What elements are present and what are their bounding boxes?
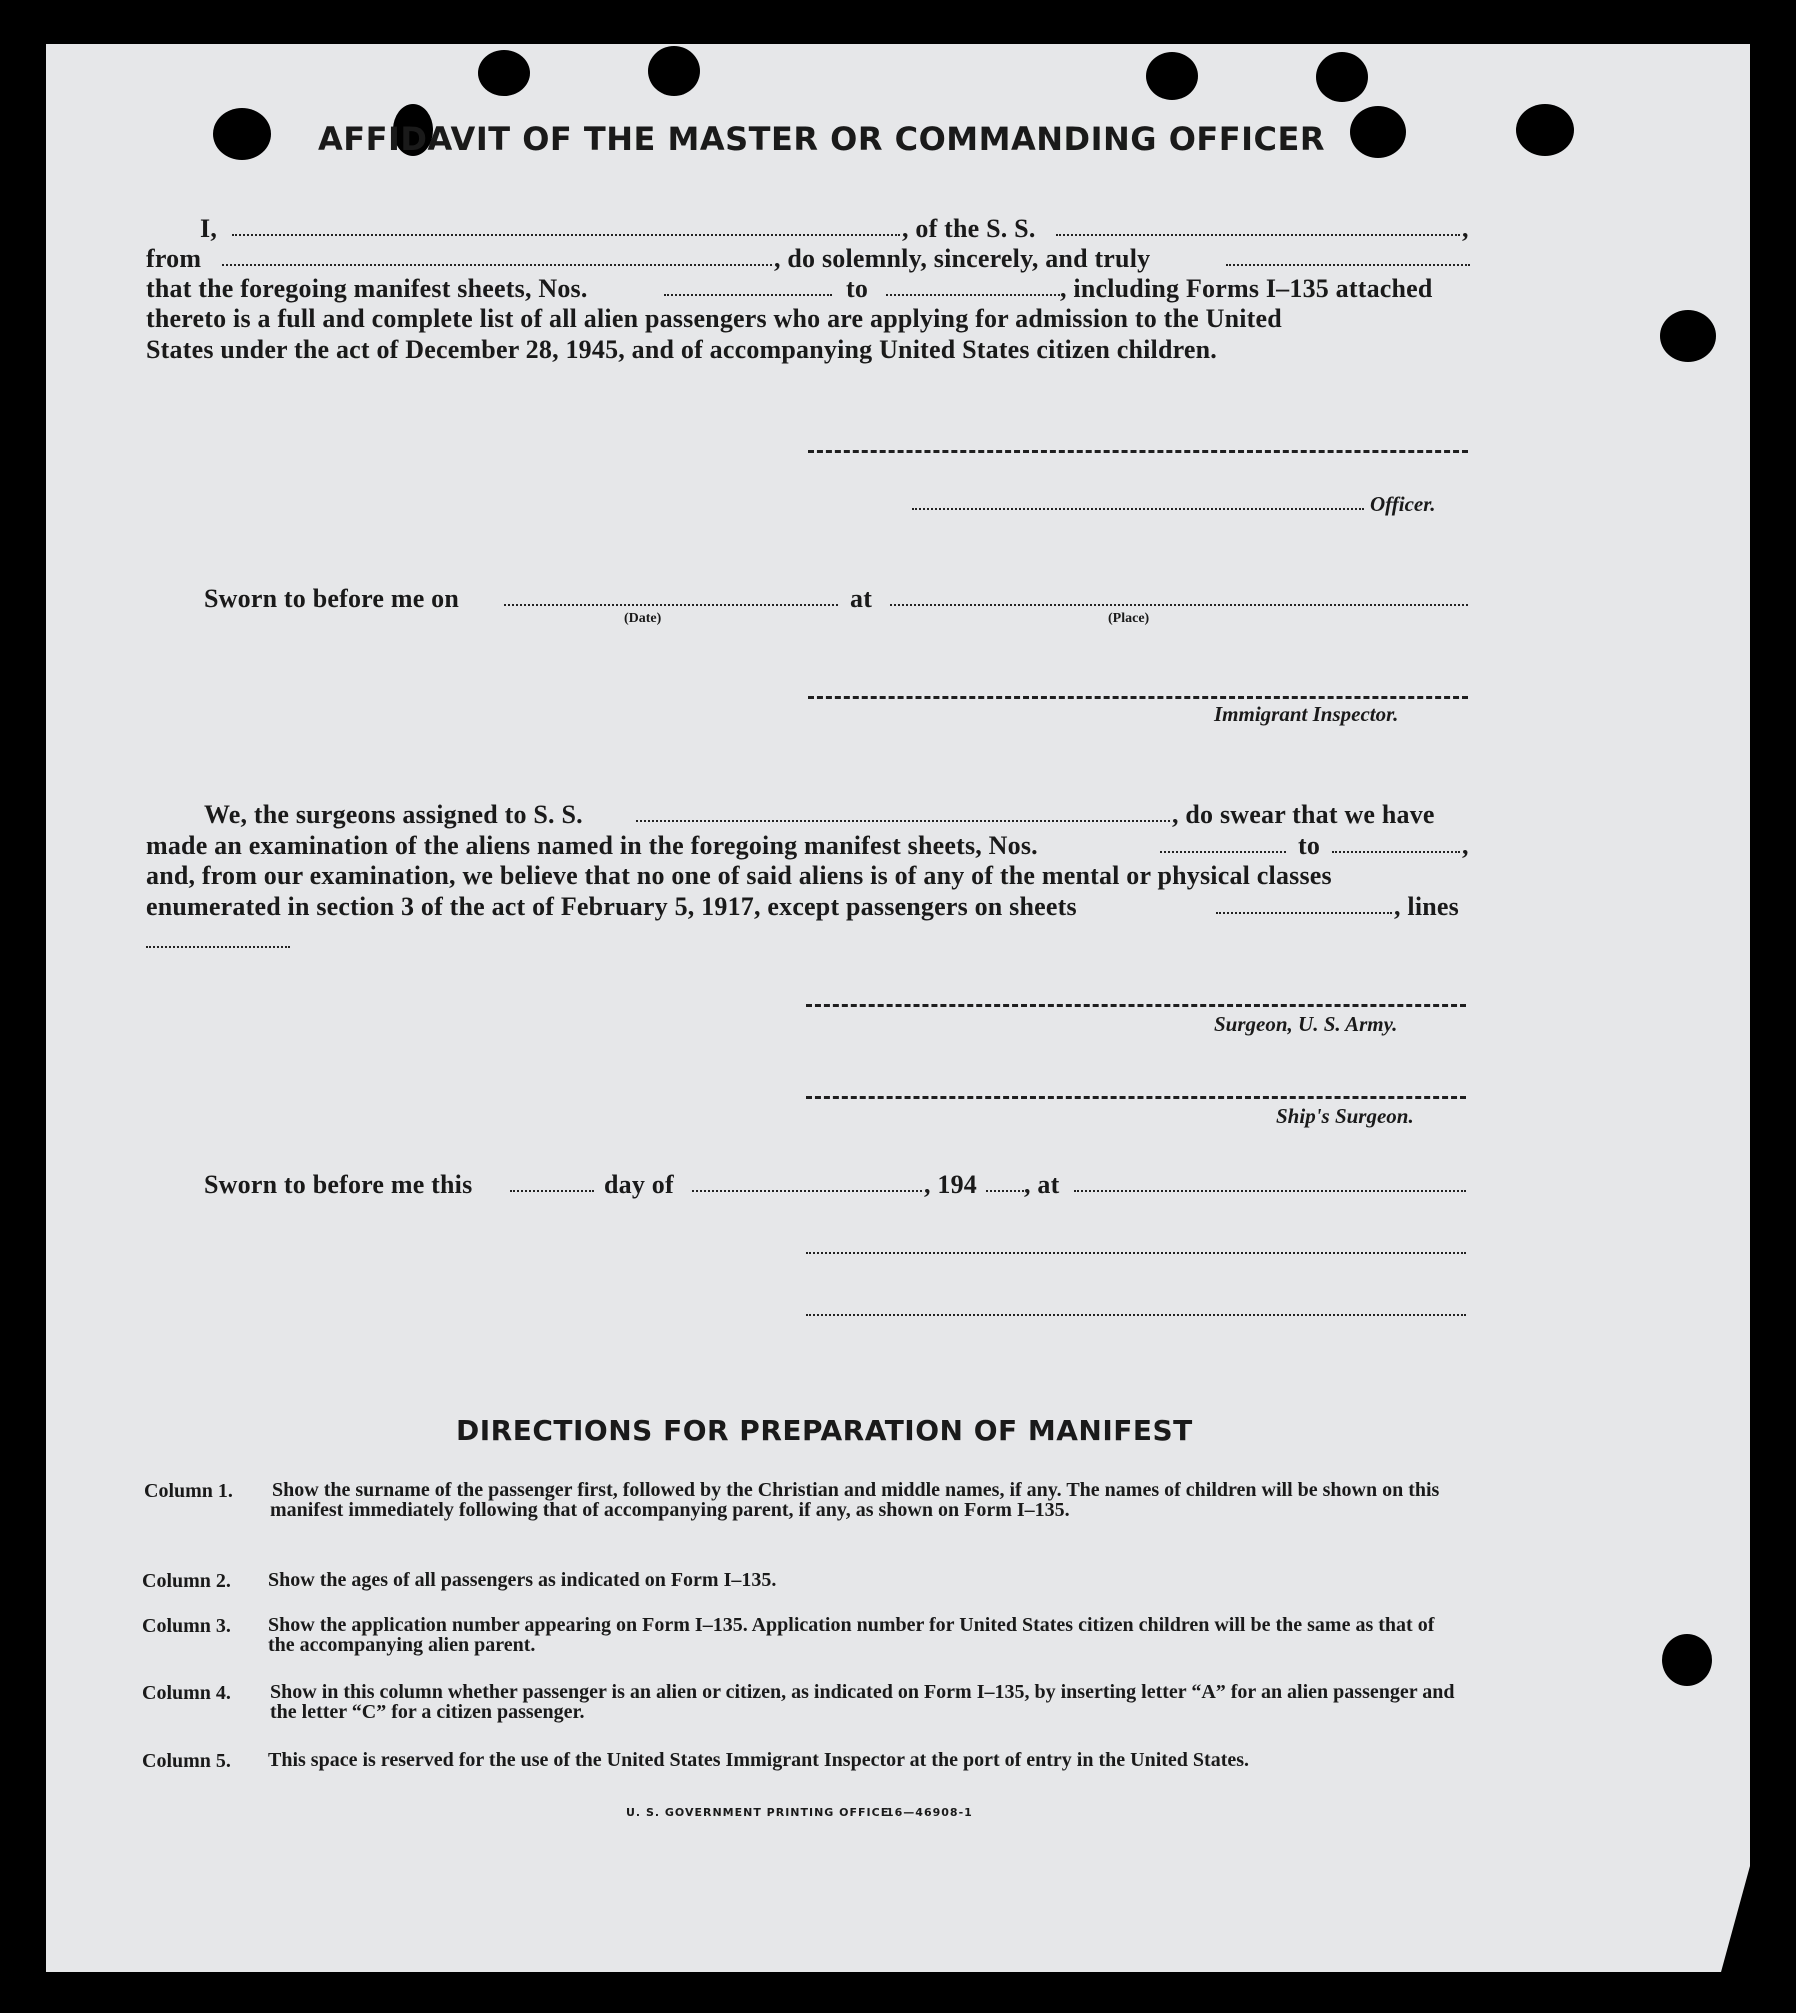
punch-hole — [1316, 52, 1368, 102]
column-direction: Show in this column whether passenger is an alien or citizen, as indicated on Form I–135, by inserting letter “A” for an alien passenger and the letter “C” for a citizen passenger. — [270, 1681, 1455, 1723]
except-lines-field[interactable] — [146, 946, 290, 948]
officer-label: Officer. — [1370, 492, 1436, 516]
to-label: to — [846, 274, 869, 303]
inspector-title-line[interactable] — [806, 1314, 1466, 1316]
sworn-month-field[interactable] — [692, 1190, 922, 1192]
column-label: Column 3. — [142, 1615, 231, 1637]
ship-surgeon-label: Ship's Surgeon. — [1276, 1104, 1414, 1128]
punch-hole — [1516, 104, 1574, 156]
punch-hole — [1662, 1634, 1712, 1686]
sworn-year-field[interactable] — [986, 1190, 1024, 1192]
affidavit-line: thereto is a full and complete list of all alien passengers who are applying for admission to the United — [146, 304, 1282, 333]
ship-name-field[interactable] — [1056, 234, 1460, 236]
oath-field[interactable] — [1226, 264, 1470, 266]
except-sheets-field[interactable] — [1216, 912, 1392, 914]
punch-hole — [478, 50, 530, 96]
at-label: at — [850, 584, 873, 613]
inspector-label: Immigrant Inspector. — [1214, 702, 1399, 726]
exam-from-no-field[interactable] — [1160, 851, 1286, 853]
inspector-signature-line[interactable] — [808, 696, 1468, 699]
day-of-label: day of — [604, 1170, 674, 1199]
army-surgeon-label: Surgeon, U. S. Army. — [1214, 1012, 1398, 1036]
manifest-to-no-field[interactable] — [886, 294, 1060, 296]
affidavit-line: States under the act of December 28, 1945, and of accompanying United States citizen children. — [146, 335, 1217, 364]
exam-to-label: to — [1298, 831, 1321, 860]
column-label: Column 1. — [144, 1480, 233, 1502]
comma: , — [1462, 831, 1469, 860]
punch-hole — [648, 46, 700, 96]
directions-title: DIRECTIONS FOR PREPARATION OF MANIFEST — [456, 1414, 1193, 1447]
master-name-field[interactable] — [232, 234, 900, 236]
sworn-date-field[interactable] — [504, 604, 838, 606]
year-label: , 194 — [924, 1170, 977, 1199]
column-label: Column 5. — [142, 1750, 231, 1772]
army-surgeon-signature-line[interactable] — [806, 1004, 1466, 1007]
including-label: , including Forms I–135 attached — [1060, 274, 1433, 303]
from-label: from — [146, 244, 202, 273]
sworn-place-field[interactable] — [1074, 1190, 1466, 1192]
punch-hole — [1660, 310, 1716, 362]
do-solemnly-label: , do solemnly, sincerely, and truly — [774, 244, 1151, 273]
officer-signature-line[interactable] — [808, 450, 1468, 453]
port-from-field[interactable] — [222, 264, 772, 266]
column-direction: Show the ages of all passengers as indicated on Form I–135. — [268, 1569, 777, 1591]
at-label: , at — [1024, 1170, 1060, 1199]
exam-to-no-field[interactable] — [1332, 851, 1460, 853]
lines-label: , lines — [1394, 892, 1459, 921]
place-caption: (Place) — [1108, 611, 1150, 626]
inspector-signature-line[interactable] — [806, 1252, 1466, 1254]
surgeons-line: and, from our examination, we believe that no one of said aliens is of any of the mental or physical classes — [146, 861, 1332, 890]
made-exam-label: made an examination of the aliens named in the foregoing manifest sheets, Nos. — [146, 831, 1038, 860]
column-direction: Show the surname of the passenger first, followed by the Christian and middle names, if any. The names of children will be shown on this manifest immediately following that of accompanying parent, if any, as shown on Form I–135. — [270, 1479, 1440, 1521]
manifest-from-no-field[interactable] — [664, 294, 832, 296]
sworn-day-field[interactable] — [510, 1190, 594, 1192]
column-direction: This space is reserved for the use of the United States Immigrant Inspector at the port of entry in the United States. — [268, 1749, 1250, 1771]
date-caption: (Date) — [624, 611, 662, 626]
punch-hole — [1350, 106, 1406, 158]
surgeons-we-label: We, the surgeons assigned to S. S. — [204, 800, 583, 829]
punch-hole — [213, 108, 271, 160]
form-code: 16—46908-1 — [886, 1806, 973, 1819]
printer-imprint: U. S. GOVERNMENT PRINTING OFFICE — [626, 1806, 890, 1819]
sworn-on-label: Sworn to before me on — [204, 584, 460, 613]
column-direction: Show the application number appearing on Form I–135. Application number for United States citizen children will be the same as that of the accompanying alien parent. — [268, 1614, 1435, 1656]
surgeon-ship-field[interactable] — [636, 820, 1170, 822]
officer-title-line[interactable] — [912, 508, 1364, 510]
do-swear-label: , do swear that we have — [1172, 800, 1435, 829]
comma: , — [1462, 214, 1469, 243]
affidavit-title: AFFIDAVIT OF THE MASTER OR COMMANDING OFFICER — [318, 120, 1325, 158]
ship-surgeon-signature-line[interactable] — [806, 1096, 1466, 1099]
sworn-place-field[interactable] — [890, 604, 1468, 606]
manifest-nos-label: that the foregoing manifest sheets, Nos. — [146, 274, 588, 303]
sworn-this-label: Sworn to before me this — [204, 1170, 473, 1199]
column-label: Column 2. — [142, 1570, 231, 1592]
surgeons-line: enumerated in section 3 of the act of February 5, 1917, except passengers on sheets — [146, 892, 1077, 921]
i-label: I, — [200, 214, 218, 243]
of-ss-label: , of the S. S. — [902, 214, 1036, 243]
punch-hole — [1146, 52, 1198, 100]
column-label: Column 4. — [142, 1682, 231, 1704]
